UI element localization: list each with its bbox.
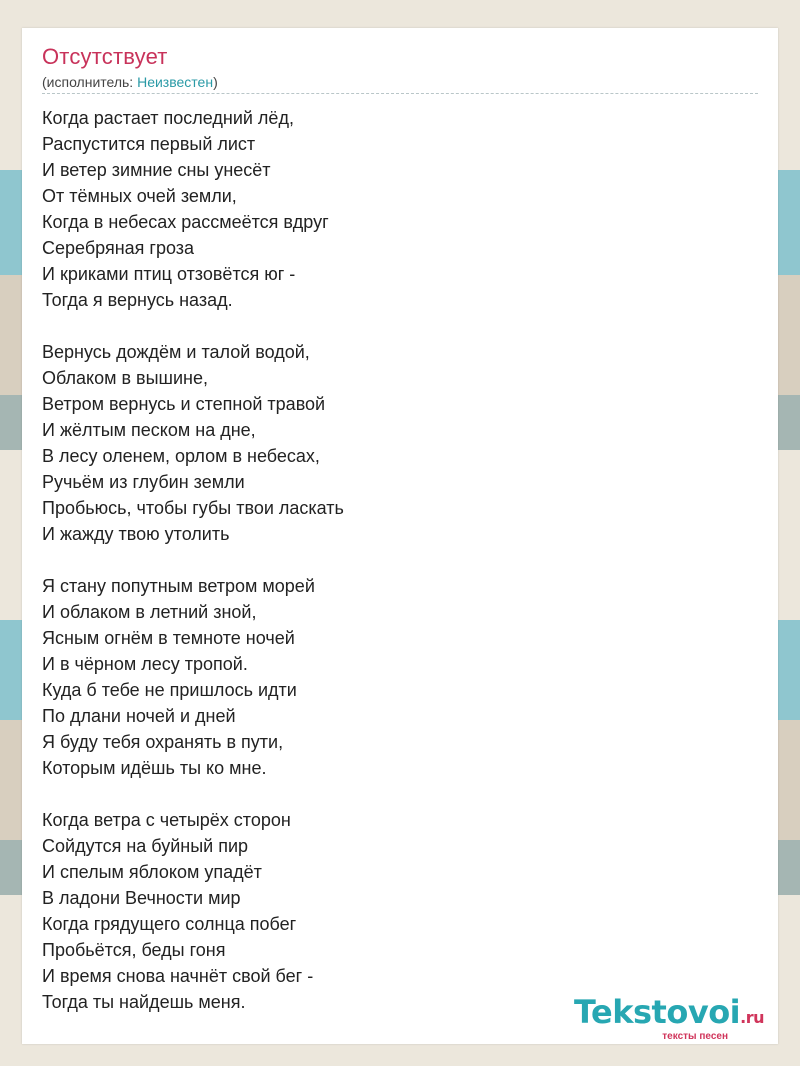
lyric-line: Ясным огнём в темноте ночей <box>42 628 295 648</box>
artist-suffix: ) <box>213 74 218 90</box>
verse <box>42 807 344 1015</box>
lyric-line: По длани ночей и дней <box>42 706 236 726</box>
lyric-line: Распустится первый лист <box>42 134 256 154</box>
lyric-line: Куда б тебе не пришлось идти <box>42 680 297 700</box>
artist-line <box>42 74 218 90</box>
lyric-line: Когда в небесах рассмеётся вдруг <box>42 212 329 232</box>
lyric-line: Тогда ты найдешь меня. <box>42 992 246 1012</box>
lyric-line: Серебряная гроза <box>42 238 195 258</box>
lyric-line: Пробьётся, беды гоня <box>42 940 226 960</box>
lyric-line: Я буду тебя охранять в пути, <box>42 732 284 752</box>
lyric-line: В ладони Вечности мир <box>42 888 241 908</box>
verse-gap <box>42 781 344 807</box>
lyric-line: И облаком в летний зной, <box>42 602 257 622</box>
lyric-line: Пробьюсь, чтобы губы твои ласкать <box>42 498 344 518</box>
logo-domain: .ru <box>740 1008 764 1027</box>
lyric-line: Вернусь дождём и талой водой, <box>42 342 310 362</box>
lyric-line: Когда грядущего солнца побег <box>42 914 297 934</box>
lyric-line: Которым идёшь ты ко мне. <box>42 758 267 778</box>
verse-gap <box>42 313 344 339</box>
logo-wordmark <box>574 995 764 1035</box>
logo-name: Tekstovoi <box>573 993 741 1031</box>
lyric-line: Тогда я вернусь назад. <box>42 290 233 310</box>
verse <box>42 105 344 313</box>
lyric-line: В лесу оленем, орлом в небесах, <box>42 446 320 466</box>
lyric-line: И жажду твою утолить <box>42 524 230 544</box>
lyric-line: От тёмных очей земли, <box>42 186 237 206</box>
lyric-line: И спелым яблоком упадёт <box>42 862 262 882</box>
song-title: Отсутствует <box>42 44 168 69</box>
logo-tagline: тексты песен <box>662 1031 728 1042</box>
artist-prefix: (исполнитель: <box>42 74 138 90</box>
lyric-line: И ветер зимние сны унесёт <box>42 160 271 180</box>
lyric-line: Сойдутся на буйный пир <box>42 836 249 856</box>
lyrics-text <box>42 105 344 1015</box>
site-logo[interactable] <box>574 995 764 1042</box>
lyric-line: Ручьём из глубин земли <box>42 472 245 492</box>
lyric-line: И жёлтым песком на дне, <box>42 420 256 440</box>
title-divider <box>42 93 758 94</box>
verse <box>42 573 344 781</box>
lyric-line: Когда ветра с четырёх сторон <box>42 810 291 830</box>
verse-gap <box>42 547 344 573</box>
lyric-line: И криками птиц отзовётся юг - <box>42 264 296 284</box>
verse <box>42 339 344 547</box>
lyric-line: Облаком в вышине, <box>42 368 208 388</box>
lyric-line: Когда растает последний лёд, <box>42 108 294 128</box>
lyric-line: И в чёрном лесу тропой. <box>42 654 248 674</box>
lyric-line: И время снова начнёт свой бег - <box>42 966 314 986</box>
lyrics-card <box>22 28 778 1044</box>
lyric-line: Я стану попутным ветром морей <box>42 576 315 596</box>
lyric-line: Ветром вернусь и степной травой <box>42 394 326 414</box>
artist-link[interactable]: Неизвестен <box>137 74 214 90</box>
